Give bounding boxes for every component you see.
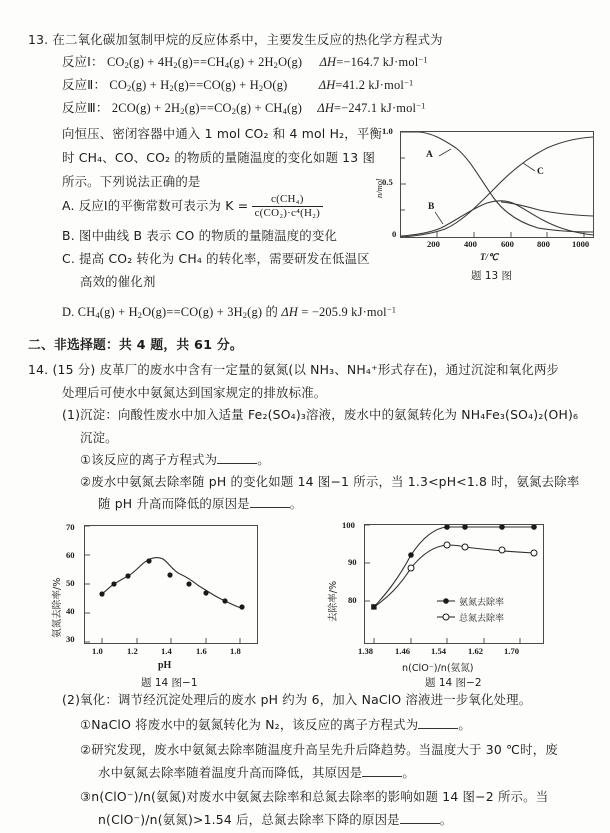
q13-number-and-stem bbox=[28, 30, 443, 48]
fig13-curves bbox=[401, 132, 593, 237]
q14-part1-line-1 bbox=[62, 405, 578, 423]
option-a-denominator: c(CO₂)·c⁴(H₂) bbox=[252, 206, 323, 220]
q14-part1-item1-text: ①该反应的离子方程式为 bbox=[80, 452, 218, 467]
fig14-1-x-axis-label: pH bbox=[158, 660, 172, 671]
reaction-2-delta-h: ΔH=41.2 kJ·mol$^{-1}$ bbox=[318, 77, 414, 92]
fig14-1-xtick-1.8: 1.8 bbox=[230, 646, 241, 656]
q13-option-b[interactable]: B. 图中曲线 B 表示 CO 的物质的量随温度的变化 bbox=[62, 228, 338, 243]
fig13-curve-label-c: C bbox=[537, 167, 544, 177]
q14-part2-item2-line-2 bbox=[98, 763, 415, 781]
q14-part2-item2-text: 水中氨氮去除率随着温度升高而降低，其原因是 bbox=[98, 765, 363, 780]
answer-blank-5[interactable] bbox=[400, 812, 440, 824]
fig14-1-xtick-1.6: 1.6 bbox=[196, 646, 207, 656]
fig14-2-legend-item-2: 总氮去除率 bbox=[459, 614, 505, 624]
fig14-1-curve bbox=[85, 526, 257, 643]
q14-number: 14. bbox=[28, 362, 49, 377]
q14-stem-line-2: 处理后可使水中氨氮达到国家规定的排放标准。 bbox=[62, 385, 327, 400]
fig14-1-xtick-1.4: 1.4 bbox=[161, 646, 172, 656]
fig14-2-xtick-1.62: 1.62 bbox=[468, 646, 484, 656]
q14-part1-item2-text: 随 pH 升高而降低的原因是 bbox=[98, 496, 250, 511]
q13-context-line-2: 时 CH₄、CO、CO₂ 的物质的量随温度的变化如题 13 图 bbox=[62, 150, 376, 165]
fig14-1-xtick-1.2: 1.2 bbox=[127, 646, 138, 656]
q14-part1-item1 bbox=[80, 450, 270, 468]
fig13-curve-label-b: B bbox=[428, 202, 435, 212]
fig14-2-caption: 题 14 图−2 bbox=[425, 677, 482, 689]
q14-part2-item3-line-1: ③n(ClO⁻)/n(氨氮)对废水中氨氮去除率和总氮去除率的影响如题 14 图−2 所示。当 bbox=[80, 789, 549, 804]
q13-context-line-1: 向恒压、密闭容器中通入 1 mol CO₂ 和 4 mol H₂，平衡 bbox=[62, 126, 383, 141]
q13-reaction-1 bbox=[62, 52, 428, 70]
fig14-2-ytick-90: 90 bbox=[348, 557, 357, 567]
fig14-2-curves bbox=[365, 525, 543, 643]
q14-part2-item1-tail: 。 bbox=[458, 717, 471, 732]
reaction-1-label: 反应Ⅰ： bbox=[62, 54, 104, 69]
reaction-1-equation: $CO_2(g)$ + $4H_2(g)​==CH_4(g) + 2H_2O(g)$ bbox=[106, 55, 303, 71]
reaction-3-equation: $2CO(g) + 2H_2(g)​==CO_2(g) + CH_4(g)$ bbox=[111, 101, 303, 117]
q14-part2-item3-text: n(ClO⁻)/n(氨氮)>1.54 后，总氮去除率下降的原因是 bbox=[98, 812, 400, 827]
q14-part1-label: (1)沉淀： bbox=[62, 407, 118, 422]
fig13-xtick-600: 600 bbox=[501, 239, 514, 249]
q14-part2-item1 bbox=[80, 715, 471, 733]
q14-part2-label: (2)氧化： bbox=[62, 692, 118, 707]
reaction-3-delta-h: ΔH=−247.1 kJ·mol$^{-1}$ bbox=[317, 100, 426, 115]
option-d-text: D. $CH_4(g)$ + $H_2O(g)​==CO(g) + 3H_2(g)$ 的 ΔH = −205.9 kJ·mol$^{-1}$ bbox=[62, 304, 397, 321]
q13-option-c-line-1[interactable]: C. 提高 CO₂ 转化为 CH₄ 的转化率，需要研发在低温区 bbox=[62, 251, 370, 266]
fig14-1-ytick-50: 50 bbox=[66, 578, 75, 588]
section-heading: 二、非选择题：共 4 题，共 61 分。 bbox=[28, 338, 243, 353]
fig14-2-xtick-1.46: 1.46 bbox=[395, 646, 411, 656]
q13-stem: 在二氧化碳加氢制甲烷的反应体系中，主要发生反应的热化学方程式为 bbox=[52, 32, 443, 47]
q13-option-c-line-2: 高效的催化剂 bbox=[80, 274, 156, 289]
fig13-ytick-1.0: 1.0 bbox=[382, 126, 393, 136]
answer-blank-1[interactable] bbox=[217, 452, 257, 464]
reaction-3-label: 反应Ⅲ： bbox=[62, 100, 109, 115]
fig14-1-y-axis-label: 氨氮去除率/% bbox=[52, 577, 63, 638]
q14-stem-line-1: 皮革厂的废水中含有一定量的氨氮(以 NH₃、NH₄⁺形式存在)，通过沉淀和氧化两步 bbox=[99, 362, 560, 377]
fig14-1-plot-area bbox=[84, 525, 258, 644]
q14-part2-line-1 bbox=[62, 690, 531, 708]
fig14-1-caption: 题 14 图−1 bbox=[141, 677, 198, 689]
reaction-2-equation: $CO_2(g)$ + $H_2(g)​==CO(g) + H_2O(g)$ bbox=[109, 78, 288, 94]
q13-option-d[interactable] bbox=[62, 302, 396, 320]
fig14-1-ytick-40: 40 bbox=[66, 606, 75, 616]
fig13-xtick-800: 800 bbox=[537, 239, 550, 249]
fig13-xtick-1000: 1000 bbox=[572, 239, 590, 249]
q14-part1-line-2: 沉淀。 bbox=[80, 430, 118, 445]
option-a-numerator: c(CH₄) bbox=[271, 193, 304, 205]
option-a-fraction bbox=[252, 193, 323, 219]
fig13-y-axis-label: n/mol bbox=[374, 178, 384, 198]
fig13-plot-area bbox=[400, 131, 594, 238]
reaction-2-label: 反应Ⅱ： bbox=[62, 77, 107, 92]
q14-score: (15 分) bbox=[52, 362, 96, 377]
q13-reaction-2 bbox=[62, 75, 413, 93]
fig13-xtick-200: 200 bbox=[427, 239, 440, 249]
q14-part2-item3-tail: 。 bbox=[439, 812, 453, 827]
q14-part1-item2-tail: 。 bbox=[289, 496, 303, 511]
q14-part2-item2-line-1: ②研究发现，废水中氨氮去除率随温度升高呈先升后降趋势。当温度大于 30 ℃时，废 bbox=[80, 742, 558, 757]
option-a-prefix: A. 反应Ⅰ的平衡常数可表示为 K = bbox=[62, 197, 249, 213]
fig13-ytick-0.5: 0.5 bbox=[382, 177, 393, 187]
q14-part1-item1-tail: 。 bbox=[257, 452, 270, 467]
fig14-2-plot-area bbox=[364, 524, 544, 644]
fig14-2-xtick-1.54: 1.54 bbox=[431, 646, 447, 656]
fig13-caption: 题 13 图 bbox=[471, 270, 513, 282]
q13-reaction-3 bbox=[62, 98, 426, 116]
fig13-xtick-400: 400 bbox=[464, 239, 477, 249]
q13-option-a[interactable] bbox=[62, 194, 323, 220]
reaction-1-delta-h: ΔH=−164.7 kJ·mol$^{-1}$ bbox=[319, 54, 428, 69]
figure-14-2 bbox=[322, 512, 602, 689]
q14-part1-text: 向酸性废水中加入适量 Fe₂(SO₄)₃溶液，废水中的氨氮转化为 NH₄Fe₃(SO₄)₂(OH)₆ bbox=[117, 407, 579, 422]
fig14-1-xtick-1.0: 1.0 bbox=[92, 646, 103, 656]
q13-context-line-3: 所示。下列说法正确的是 bbox=[62, 174, 201, 189]
figure-13 bbox=[372, 126, 610, 286]
fig14-1-ytick-30: 30 bbox=[66, 634, 75, 644]
q14-part1-item2-line-1: ②废水中氨氮去除率随 pH 的变化如题 14 图−1 所示，当 1.3<pH<1.8 时，氨氮去除率 bbox=[80, 474, 580, 489]
fig14-2-ytick-100: 100 bbox=[342, 520, 355, 530]
q13-number: 13. bbox=[28, 32, 49, 47]
q14-part1-item2-line-2 bbox=[98, 494, 302, 512]
fig14-2-ytick-80: 80 bbox=[348, 595, 357, 605]
fig13-ytick-0: 0 bbox=[392, 229, 397, 239]
fig14-2-x-axis-label: n(ClO⁻)/n(氨氮) bbox=[402, 663, 474, 674]
fig14-1-ytick-70: 70 bbox=[66, 522, 75, 532]
q14-part2-text: 调节经沉淀处理后的废水 pH 约为 6，加入 NaClO 溶液进一步氧化处理。 bbox=[117, 692, 532, 707]
q14-header bbox=[28, 360, 559, 378]
q14-part2-item2-tail: 。 bbox=[402, 765, 415, 780]
fig13-x-axis-label: T/℃ bbox=[480, 252, 499, 262]
q14-part2-item3-line-2 bbox=[98, 810, 452, 828]
fig13-curve-label-a: A bbox=[426, 150, 433, 160]
fig14-1-ytick-60: 60 bbox=[66, 550, 75, 560]
answer-blank-3[interactable] bbox=[418, 717, 458, 729]
figure-14-1 bbox=[46, 512, 306, 689]
q14-part2-item1-text: ①NaClO 将废水中的氨氮转化为 N₂，该反应的离子方程式为 bbox=[80, 717, 419, 732]
answer-blank-2[interactable] bbox=[250, 496, 290, 508]
fig14-2-y-axis-label: 去除率/% bbox=[328, 580, 339, 622]
answer-blank-4[interactable] bbox=[362, 765, 402, 777]
fig14-2-xtick-1.70: 1.70 bbox=[504, 646, 520, 656]
fig14-2-legend-item-1: 氨氮去除率 bbox=[459, 598, 505, 608]
fig14-2-xtick-1.38: 1.38 bbox=[358, 646, 374, 656]
